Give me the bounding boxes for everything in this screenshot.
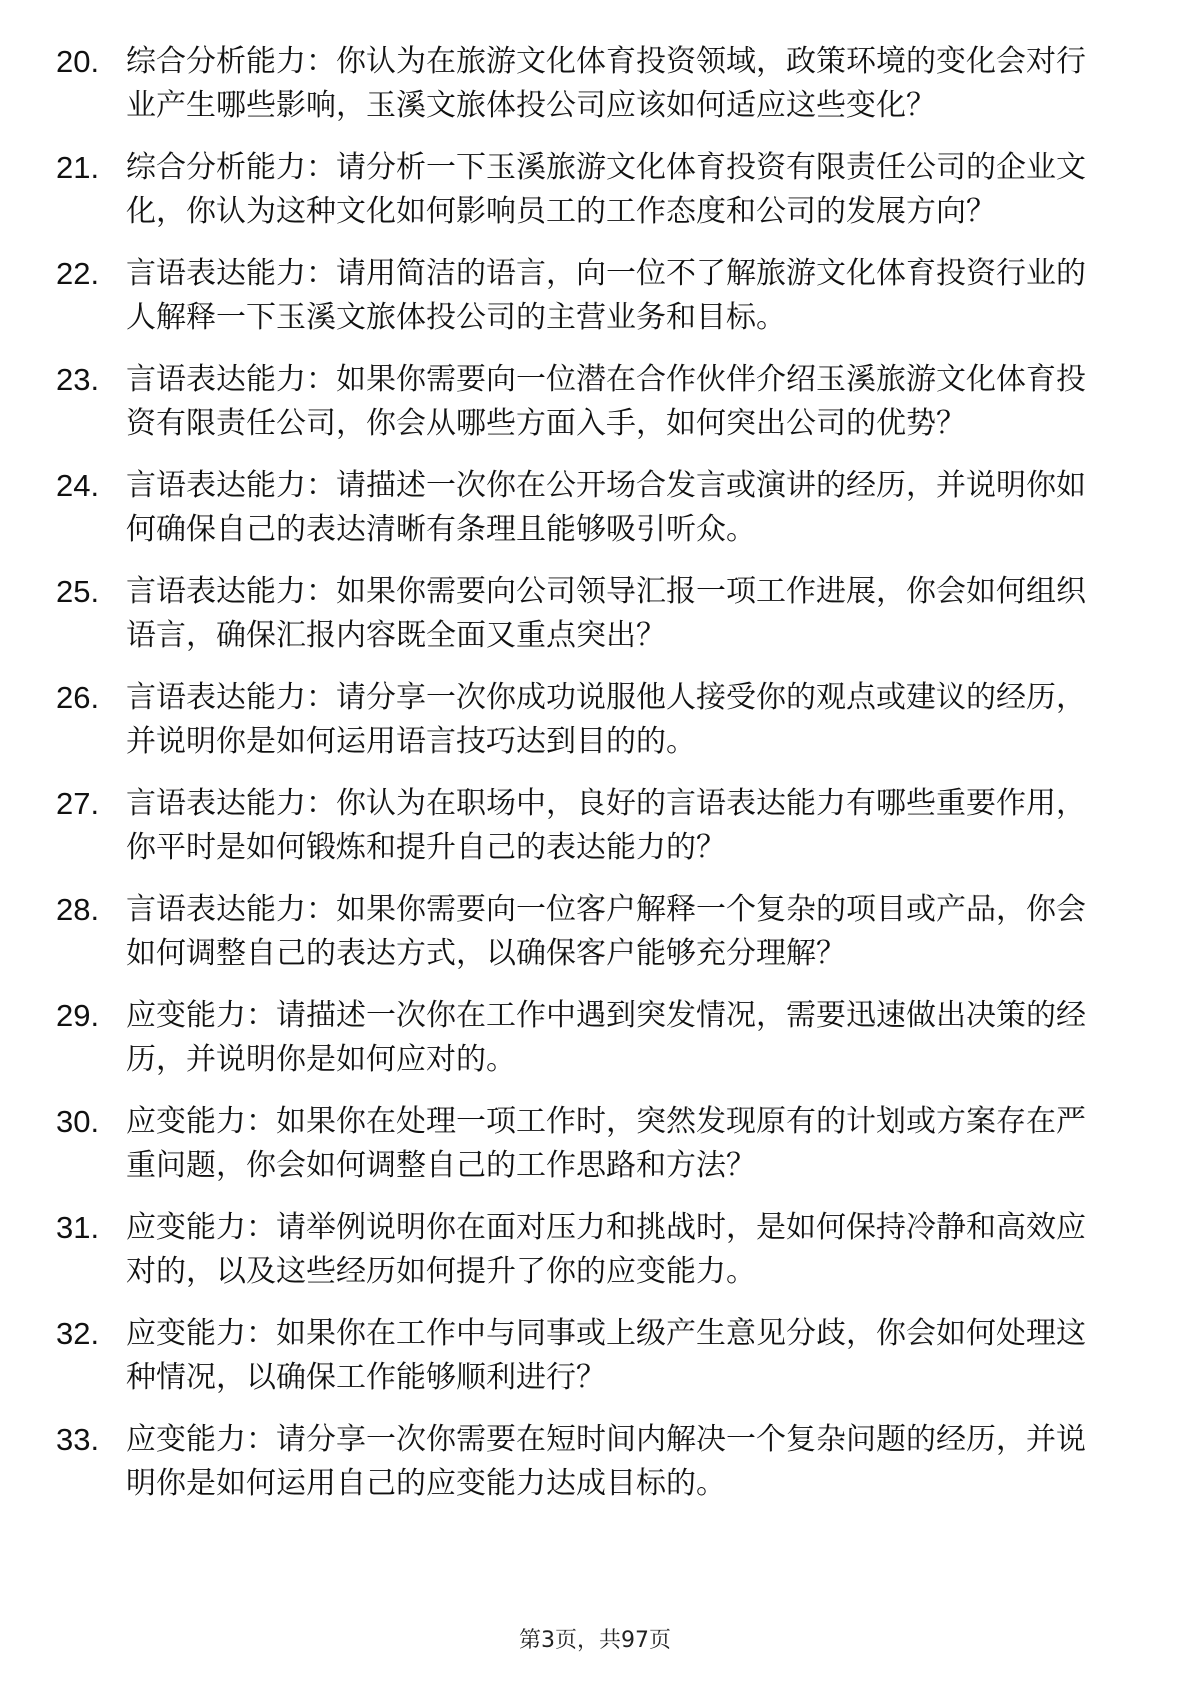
question-number: 29. [56,998,100,1033]
question-text: 言语表达能力：如果你需要向公司领导汇报一项工作进展，你会如何组织语言，确保汇报内容既全面又重点突出？ [126,574,1086,653]
question-item [0,146,1190,234]
question-number: 33. [56,1422,100,1457]
question-text: 言语表达能力：请用简洁的语言，向一位不了解旅游文化体育投资行业的人解释一下玉溪文旅体投公司的主营业务和目标。 [126,256,1086,335]
question-item [0,994,1190,1082]
question-number: 20. [56,44,100,79]
question-number: 21. [56,150,100,185]
question-item [0,1206,1190,1294]
question-item [0,1312,1190,1400]
question-number: 28. [56,892,100,927]
question-text: 应变能力：如果你在处理一项工作时，突然发现原有的计划或方案存在严重问题，你会如何调整自己的工作思路和方法？ [126,1104,1086,1183]
question-item [0,358,1190,446]
question-text: 言语表达能力：请描述一次你在公开场合发言或演讲的经历，并说明你如何确保自己的表达清晰有条理且能够吸引听众。 [126,468,1086,547]
question-number: 27. [56,786,100,821]
question-item [0,676,1190,764]
question-number: 30. [56,1104,100,1139]
question-item [0,1418,1190,1506]
question-number: 26. [56,680,100,715]
question-number: 22. [56,256,100,291]
question-number: 23. [56,362,100,397]
question-item [0,464,1190,552]
question-text: 言语表达能力：请分享一次你成功说服他人接受你的观点或建议的经历，并说明你是如何运用语言技巧达到目的的。 [126,680,1086,759]
question-text: 言语表达能力：如果你需要向一位潜在合作伙伴介绍玉溪旅游文化体育投资有限责任公司，你会从哪些方面入手，如何突出公司的优势？ [126,362,1086,441]
question-text: 应变能力：请举例说明你在面对压力和挑战时，是如何保持冷静和高效应对的，以及这些经历如何提升了你的应变能力。 [126,1210,1086,1289]
question-text: 应变能力：请分享一次你需要在短时间内解决一个复杂问题的经历，并说明你是如何运用自己的应变能力达成目标的。 [126,1422,1086,1501]
question-item [0,40,1190,128]
page-footer: 第3页，共97页 [519,1628,671,1653]
question-text: 综合分析能力：你认为在旅游文化体育投资领域，政策环境的变化会对行业产生哪些影响，玉溪文旅体投公司应该如何适应这些变化？ [126,44,1086,123]
question-text: 言语表达能力：如果你需要向一位客户解释一个复杂的项目或产品，你会如何调整自己的表达方式，以确保客户能够充分理解？ [126,892,1086,971]
question-list [0,40,1190,1524]
question-text: 言语表达能力：你认为在职场中，良好的言语表达能力有哪些重要作用，你平时是如何锻炼和提升自己的表达能力的？ [126,786,1086,865]
question-item [0,782,1190,870]
question-number: 25. [56,574,100,609]
question-number: 32. [56,1316,100,1351]
question-item [0,888,1190,976]
question-item [0,570,1190,658]
question-number: 31. [56,1210,100,1245]
question-text: 应变能力：如果你在工作中与同事或上级产生意见分歧，你会如何处理这种情况，以确保工作能够顺利进行？ [126,1316,1086,1395]
question-item [0,1100,1190,1188]
question-number: 24. [56,468,100,503]
question-text: 综合分析能力：请分析一下玉溪旅游文化体育投资有限责任公司的企业文化，你认为这种文化如何影响员工的工作态度和公司的发展方向？ [126,150,1086,229]
question-item [0,252,1190,340]
question-text: 应变能力：请描述一次你在工作中遇到突发情况，需要迅速做出决策的经历，并说明你是如何应对的。 [126,998,1086,1077]
